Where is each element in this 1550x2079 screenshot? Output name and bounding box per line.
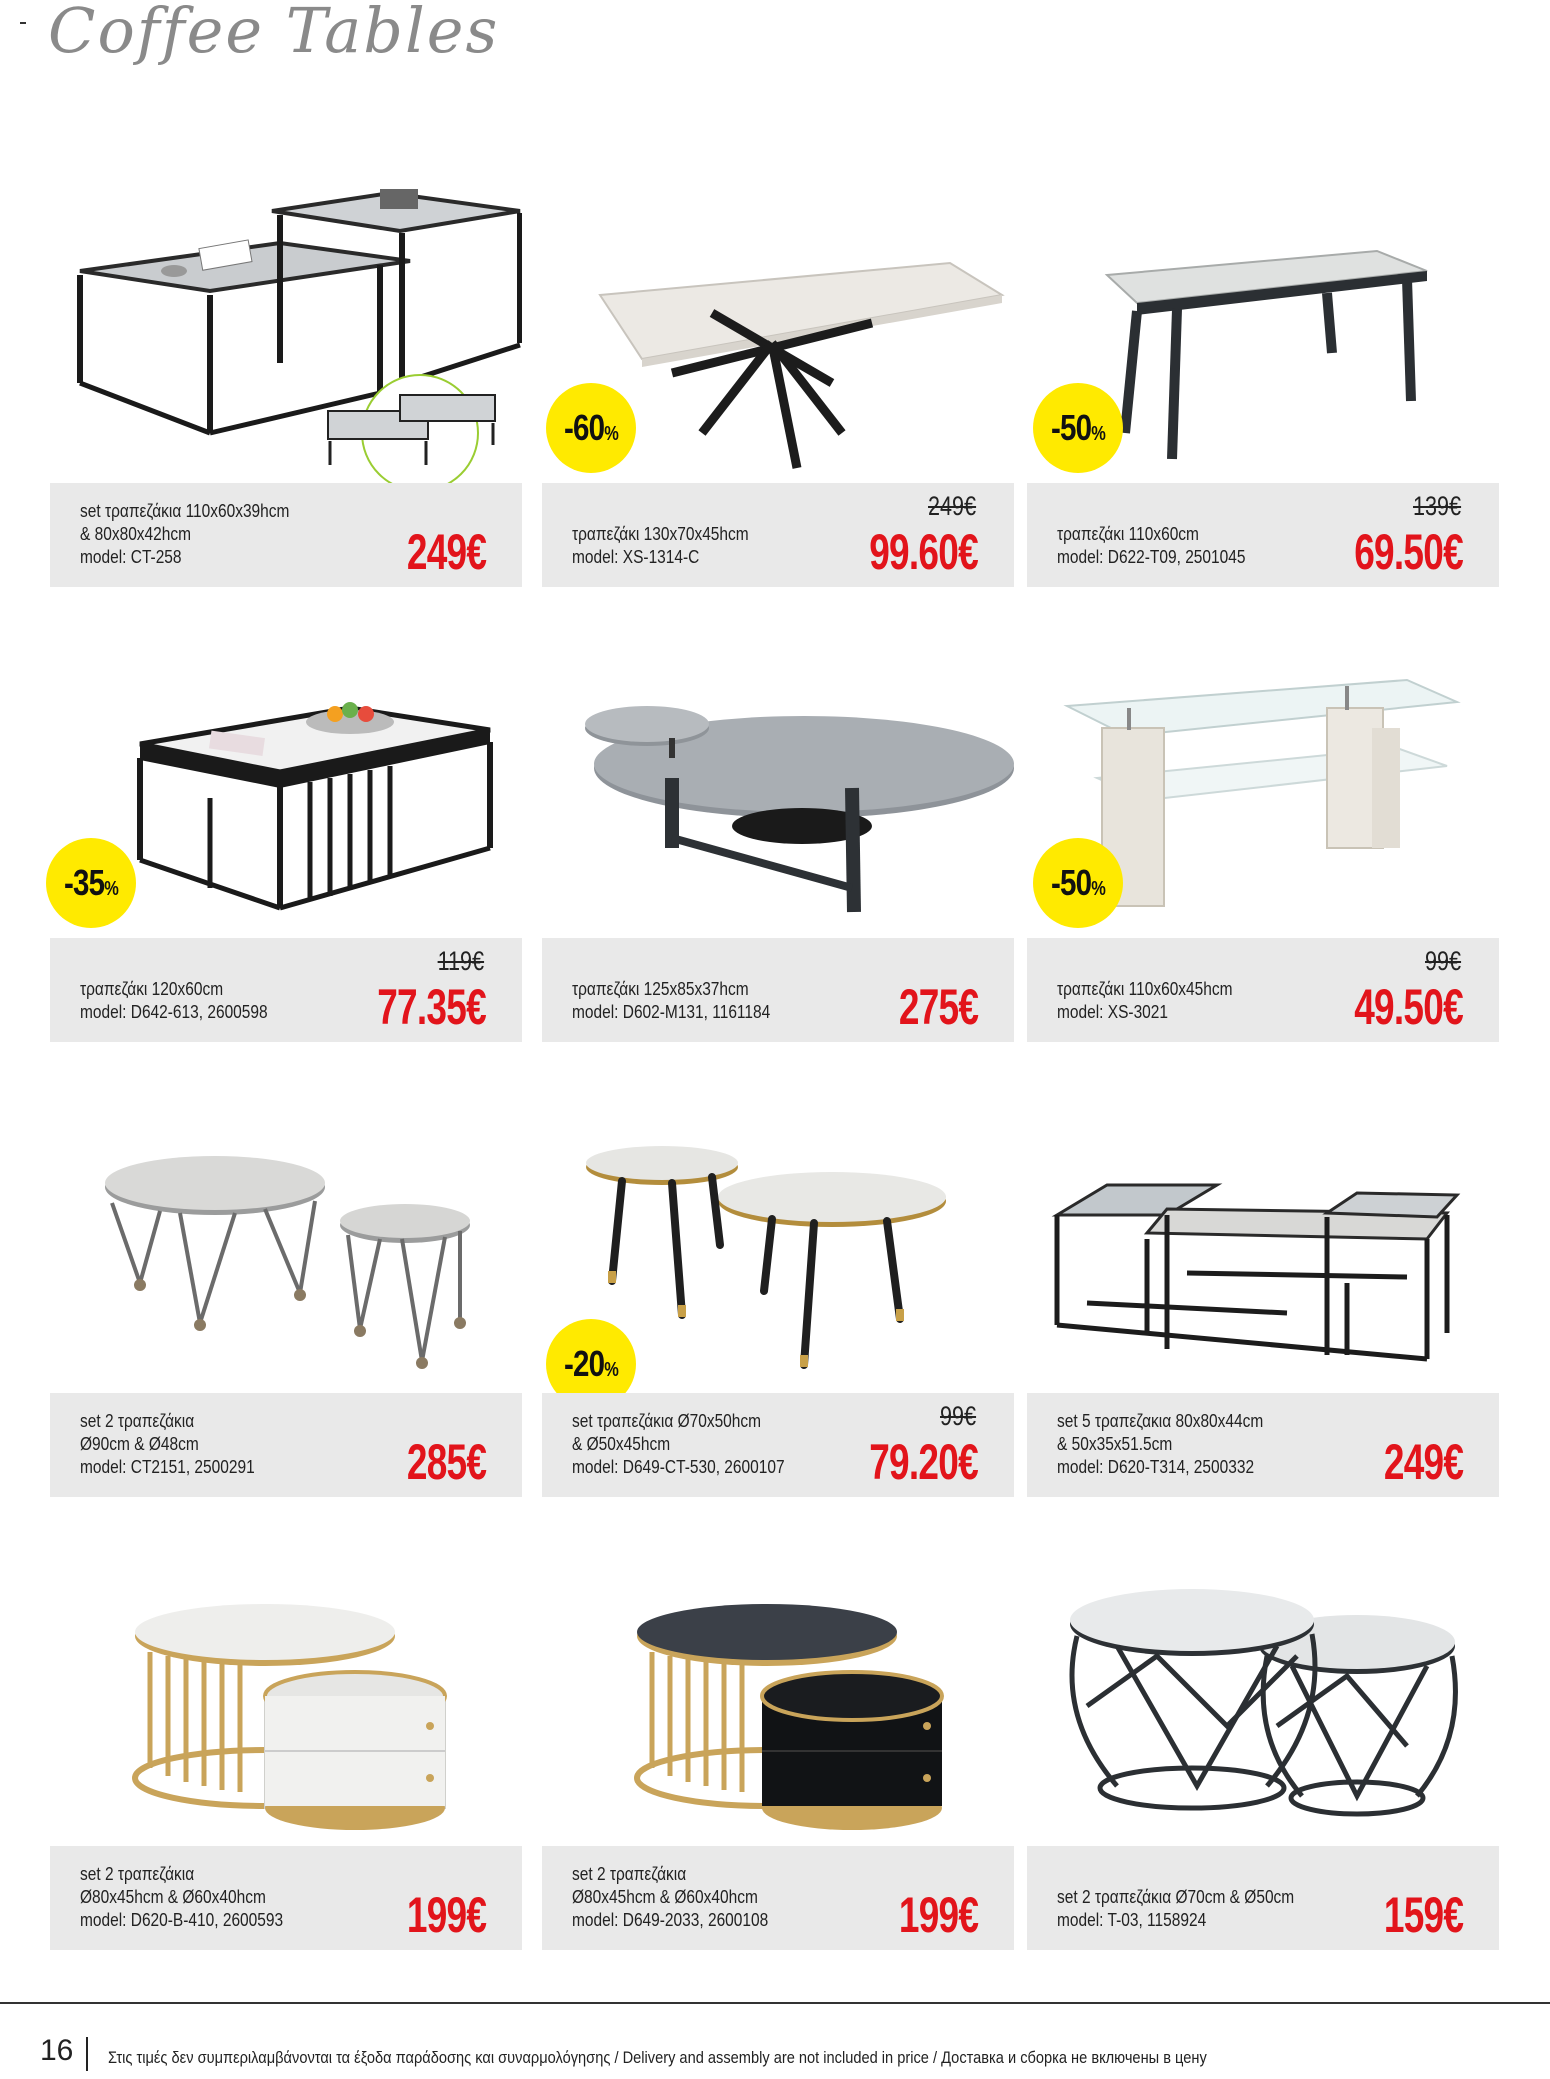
product-image bbox=[50, 183, 522, 483]
product-description: set 2 τραπεζάκια Ø80x45hcm & Ø60x40hcm model: D649-2033, 2600108 bbox=[572, 1864, 769, 1930]
old-price: 139€ bbox=[1412, 491, 1461, 521]
product-description: τραπεζάκι 120x60cm model: D642-613, 2600598 bbox=[80, 979, 268, 1022]
price: 285€ bbox=[406, 1434, 486, 1490]
product-card[interactable] bbox=[50, 1546, 522, 1950]
price: 99.60€ bbox=[869, 524, 978, 580]
product-info bbox=[50, 938, 522, 1042]
product-image bbox=[50, 1093, 522, 1393]
price: 199€ bbox=[898, 1887, 978, 1943]
product-description: set 2 τραπεζάκια Ø80x45hcm & Ø60x40hcm model: D620-B-410, 2600593 bbox=[80, 1864, 284, 1930]
product-description: τραπεζάκι 110x60cm model: D622-T09, 2501045 bbox=[1057, 524, 1246, 567]
old-price: 249€ bbox=[927, 491, 976, 521]
product-info bbox=[1027, 483, 1499, 587]
product-info bbox=[50, 1393, 522, 1497]
product-description: set 2 τραπεζάκια Ø70cm & Ø50cm model: T-03, 1158924 bbox=[1057, 1887, 1295, 1930]
product-info bbox=[1027, 1846, 1499, 1950]
price: 249€ bbox=[1383, 1434, 1463, 1490]
product-info bbox=[50, 1846, 522, 1950]
product-description: set τραπεζάκια 110x60x39hcm & 80x80x42hcm model: CT-258 bbox=[80, 501, 290, 567]
product-description: τραπεζάκι 125x85x37hcm model: D602-M131, 1161184 bbox=[572, 979, 771, 1022]
corner-mark bbox=[20, 22, 26, 24]
page-number-separator bbox=[86, 2037, 88, 2071]
price: 159€ bbox=[1383, 1887, 1463, 1943]
product-card[interactable] bbox=[1027, 1093, 1499, 1497]
product-image bbox=[50, 1546, 522, 1846]
product-card[interactable] bbox=[1027, 638, 1499, 1042]
product-info bbox=[1027, 938, 1499, 1042]
product-info bbox=[542, 1846, 1014, 1950]
price: 199€ bbox=[406, 1887, 486, 1943]
price: 275€ bbox=[898, 979, 978, 1035]
product-card[interactable] bbox=[50, 638, 522, 1042]
discount-badge: -50% bbox=[1033, 383, 1123, 473]
product-info bbox=[542, 938, 1014, 1042]
product-description: τραπεζάκι 130x70x45hcm model: XS-1314-C bbox=[572, 524, 749, 567]
product-info bbox=[542, 483, 1014, 587]
product-card[interactable] bbox=[542, 183, 1014, 587]
product-card[interactable] bbox=[1027, 1546, 1499, 1950]
discount-badge: -60% bbox=[546, 383, 636, 473]
product-image bbox=[542, 638, 1014, 938]
page-number: 16 bbox=[40, 2034, 74, 2067]
product-image bbox=[542, 1546, 1014, 1846]
price: 79.20€ bbox=[869, 1434, 978, 1490]
product-info bbox=[542, 1393, 1014, 1497]
product-description: set 5 τραπεζακια 80x80x44cm & 50x35x51.5cm model: D620-T314, 2500332 bbox=[1057, 1411, 1264, 1477]
product-info bbox=[50, 483, 522, 587]
old-price: 119€ bbox=[437, 946, 484, 976]
discount-badge: -50% bbox=[1033, 838, 1123, 928]
old-price: 99€ bbox=[939, 1401, 976, 1431]
footer-divider bbox=[0, 2002, 1550, 2004]
product-card[interactable] bbox=[542, 1093, 1014, 1497]
product-description: τραπεζάκι 110x60x45hcm model: XS-3021 bbox=[1057, 979, 1233, 1022]
product-card[interactable] bbox=[542, 638, 1014, 1042]
product-info bbox=[1027, 1393, 1499, 1497]
price: 77.35€ bbox=[377, 979, 486, 1035]
discount-badge: -20% bbox=[546, 1319, 636, 1409]
price: 249€ bbox=[406, 524, 486, 580]
product-image bbox=[1027, 1093, 1499, 1393]
product-card[interactable] bbox=[542, 1546, 1014, 1950]
product-card[interactable] bbox=[50, 183, 522, 587]
product-card[interactable] bbox=[50, 1093, 522, 1497]
discount-badge: -35% bbox=[46, 838, 136, 928]
price: 69.50€ bbox=[1354, 524, 1463, 580]
footer-note: Στις τιμές δεν συμπεριλαμβάνονται τα έξοδα παράδοσης και συναρμολόγησης / Delivery and assembly are not included in price / Доставка и сборка не включены в цену bbox=[108, 2048, 1207, 2067]
price: 49.50€ bbox=[1354, 979, 1463, 1035]
product-description: set τραπεζάκια Ø70x50hcm & Ø50x45hcm model: D649-CT-530, 2600107 bbox=[572, 1411, 785, 1477]
product-description: set 2 τραπεζάκια Ø90cm & Ø48cm model: CT2151, 2500291 bbox=[80, 1411, 255, 1477]
product-card[interactable] bbox=[1027, 183, 1499, 587]
page-title: Coffee Tables bbox=[48, 0, 500, 67]
old-price: 99€ bbox=[1424, 946, 1461, 976]
product-image bbox=[1027, 1546, 1499, 1846]
